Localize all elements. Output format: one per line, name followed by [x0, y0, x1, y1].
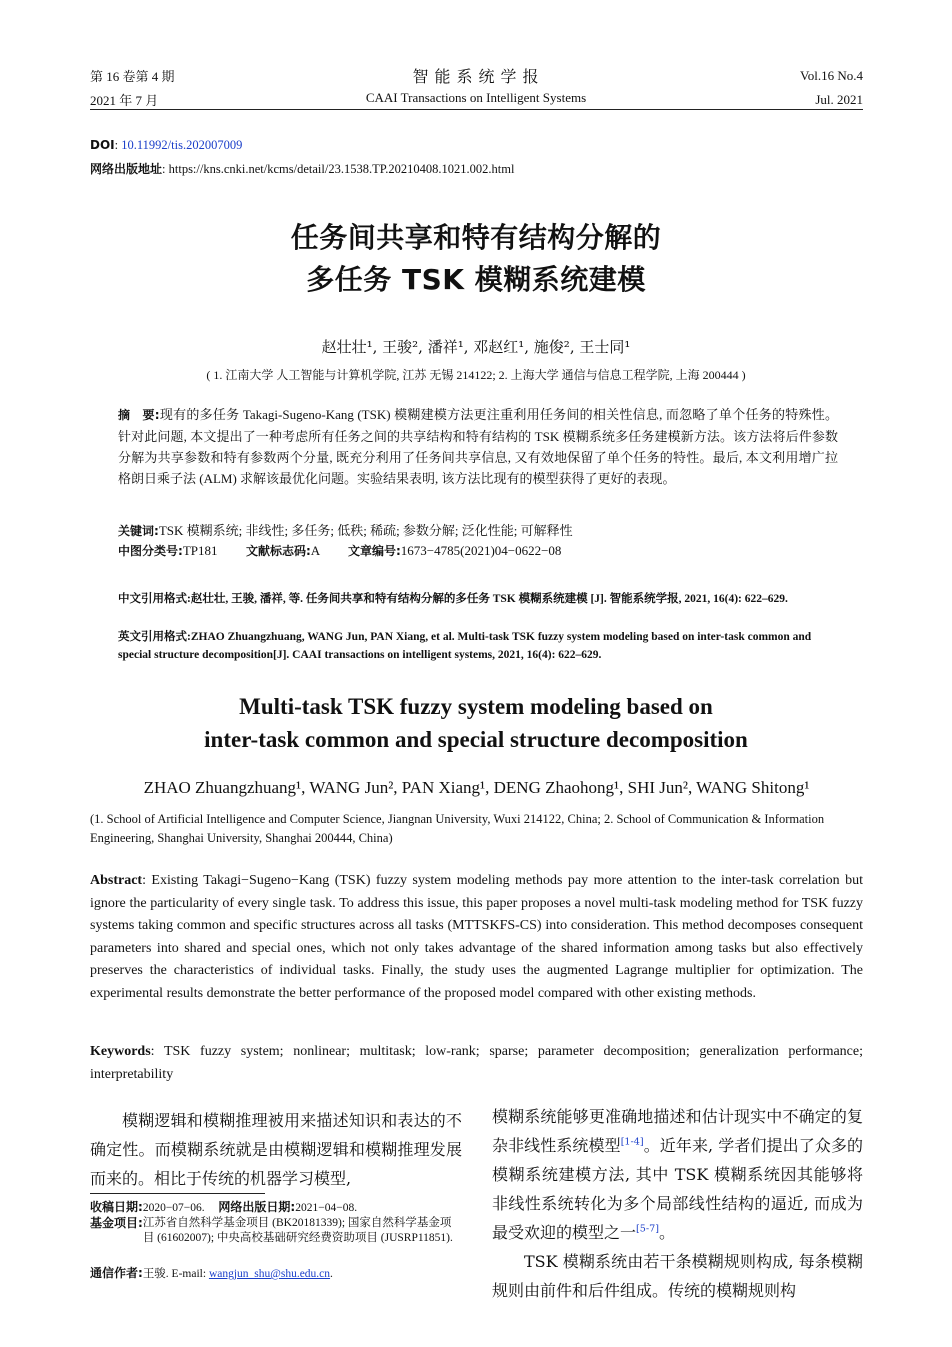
online-url[interactable]: https://kns.cnki.net/kcms/detail/23.1538.TP.20210408.1021.002.html — [168, 162, 515, 176]
title-en-line2: inter-task common and special structure decomposition — [204, 727, 748, 752]
abstract-en-text: : Existing Takagi−Sugeno−Kang (TSK) fuzzy system modeling methods pay more attention to the inter-task correlation but ignore the particularity of every single task. To address this issue, this paper proposes a novel multi-task modeling method for TSK fuzzy systems taking common and specific structures across all tasks (MTTSKFS-CS) into consideration. This method decomposes consequent parameters into shared and special ones, which not only takes advantage of the shared information among tasks but also effectively preserves the characteristics of individual tasks. Finally, the study uses the augmented Lagrange multiplier for optimization. The experimental results demonstrate the better performance of the proposed model compared with other existing methods. — [90, 873, 863, 1001]
online-date: 2021−04−08. — [295, 1202, 358, 1214]
footnote-fund — [90, 1216, 462, 1246]
classification-line — [118, 540, 838, 562]
affiliation-en: (1. School of Artificial Intelligence and Computer Science, Jiangnan University, Wuxi 214122, China; 2. School of Communication & Information Engineering, Shanghai University, Shanghai 200444, China) — [90, 812, 825, 845]
footnote-rule — [90, 1193, 265, 1194]
body-right-paragraph-1 — [492, 1102, 863, 1247]
clc-value: TP181 — [182, 543, 218, 558]
received-label: 收稿日期: — [90, 1200, 143, 1214]
header-rule — [90, 109, 863, 110]
keywords-en — [90, 1041, 863, 1086]
keywords-cn — [118, 520, 838, 542]
citation-en — [118, 628, 838, 664]
clc-label: 中图分类号: — [118, 544, 183, 558]
header-date-en: Jul. 2021 — [815, 92, 863, 107]
citation-cn-label: 中文引用格式: — [118, 593, 191, 605]
right-para1-c: 。 — [658, 1223, 675, 1242]
journal-name-cn: 智 能 系 统 学 报 — [412, 69, 540, 86]
doi-label: DOI — [90, 138, 115, 152]
title-cn-line2: 多任务 TSK 模糊系统建模 — [306, 263, 646, 296]
authors-en: ZHAO Zhuangzhuang¹, WANG Jun², PAN Xiang¹, DENG Zhaohong¹, SHI Jun², WANG Shitong¹ — [143, 778, 810, 797]
corr-end: . — [330, 1268, 333, 1280]
abstract-en-label: Abstract — [90, 873, 143, 888]
doi-line: DOI: 10.11992/tis.202007009 — [90, 138, 243, 152]
doc-code-label: 文献标志码: — [245, 544, 311, 558]
title-cn-line1: 任务间共享和特有结构分解的 — [290, 221, 662, 254]
fund-label: 基金项目: — [90, 1216, 143, 1230]
abstract-cn — [118, 404, 838, 489]
received-date: 2020−07−06. — [142, 1202, 205, 1214]
header-volume: 第 16 卷第 4 期 — [90, 69, 175, 84]
keywords-en-label: Keywords — [90, 1044, 151, 1059]
citation-cn-text: 赵壮壮, 王骏, 潘祥, 等. 任务间共享和特有结构分解的多任务 TSK 模糊系统建模 [J]. 智能系统学报, 2021, 16(4): 622–629. — [190, 593, 788, 605]
right-para1-a: 模糊系统能够更准确地描述和估计现实中不确定的复杂非线性系统模型 — [492, 1107, 863, 1155]
abstract-cn-text: 现有的多任务 Takagi-Sugeno-Kang (TSK) 模糊建模方法更注重利用任务间的相关性信息, 而忽略了单个任务的特殊性。针对此问题, 本文提出了一种考虑所有任务之间的共享结构和特有结构的 TSK 模糊系统多任务建模新方法。该方法将后件参数分解为共享参数和特有参数两个分量, 既充分利用了任务间共享信息, 又有效地保留了单个任务的特性。最后, 本文利用增广拉格朗日乘子法 (ALM) 求解该最优化问题。实验结果表明, 该方法比现有的模型获得了更好的表现。 — [118, 407, 838, 486]
online-label: 网络出版地址 — [90, 162, 163, 176]
ref-link-5-7[interactable]: [5-7] — [636, 1223, 659, 1235]
authors-cn: 赵壮壮¹, 王骏², 潘祥¹, 邓赵红¹, 施俊², 王士同¹ — [321, 338, 631, 356]
corr-email[interactable]: wangjun_shu@shu.edu.cn — [208, 1268, 331, 1280]
fund-text: 江苏省自然科学基金项目 (BK20181339); 国家自然科学基金项目 (61602007); 中央高校基础研究经费资助项目 (JUSRP11851). — [142, 1217, 453, 1244]
journal-name-en: CAAI Transactions on Intelligent Systems — [365, 90, 587, 105]
keywords-cn-text: TSK 模糊系统; 非线性; 多任务; 低秩; 稀疏; 参数分解; 泛化性能; 可解释性 — [158, 523, 573, 538]
title-en-line1: Multi-task TSK fuzzy system modeling based on — [239, 694, 713, 719]
right-para1-b: 。近年来, 学者们提出了众多的模糊系统建模方法, 其中 TSK 模糊系统因其能够将非线性系统转化为多个局部线性结构的逼近, 而成为最受欢迎的模型之一 — [492, 1136, 863, 1242]
footnote-dates — [90, 1200, 462, 1216]
header-date: 2021 年 7 月 — [90, 93, 159, 108]
online-date-label: 网络出版日期: — [218, 1200, 296, 1214]
keywords-en-text: : TSK fuzzy system; nonlinear; multitask; low-rank; sparse; parameter decomposition; generalization performance; interpretability — [90, 1044, 863, 1082]
corr-text: 王骏. E-mail: — [142, 1268, 209, 1280]
body-right-paragraph-2: TSK 模糊系统由若干条模糊规则构成, 每条模糊规则由前件和后件组成。传统的模糊规则构 — [492, 1252, 863, 1300]
article-no-label: 文章编号: — [347, 544, 401, 558]
citation-cn — [118, 590, 838, 608]
article-no-value: 1673−4785(2021)04−0622−08 — [400, 543, 562, 558]
online-line: 网络出版地址: https://kns.cnki.net/kcms/detail/23.1538.TP.20210408.1021.002.html — [90, 162, 515, 176]
body-left-paragraph: 模糊逻辑和模糊推理被用来描述知识和表达的不确定性。而模糊系统就是由模糊逻辑和模糊推理发展而来的。相比于传统的机器学习模型, — [90, 1111, 462, 1188]
footnote-correspondence — [90, 1266, 462, 1282]
keywords-cn-label: 关键词: — [118, 524, 159, 538]
citation-en-label: 英文引用格式: — [118, 631, 191, 643]
affiliation-cn: ( 1. 江南大学 人工智能与计算机学院, 江苏 无锡 214122; 2. 上海大学 通信与信息工程学院, 上海 200444 ) — [206, 368, 746, 382]
header-vol-en: Vol.16 No.4 — [800, 68, 863, 83]
corr-label: 通信作者: — [90, 1266, 143, 1280]
abstract-en — [90, 870, 863, 1005]
citation-en-text: ZHAO Zhuangzhuang, WANG Jun, PAN Xiang, et al. Multi-task TSK fuzzy system modeling based on inter-task common and special structure decomposition[J]. CAAI transactions on intelligent systems, 2021, 16(4): 622–629. — [118, 631, 812, 661]
ref-link-1-4[interactable]: [1-4] — [620, 1136, 644, 1148]
abstract-cn-label: 摘 要: — [118, 408, 160, 422]
doi-link[interactable]: 10.11992/tis.202007009 — [121, 138, 243, 152]
doc-code-value: A — [310, 543, 320, 558]
